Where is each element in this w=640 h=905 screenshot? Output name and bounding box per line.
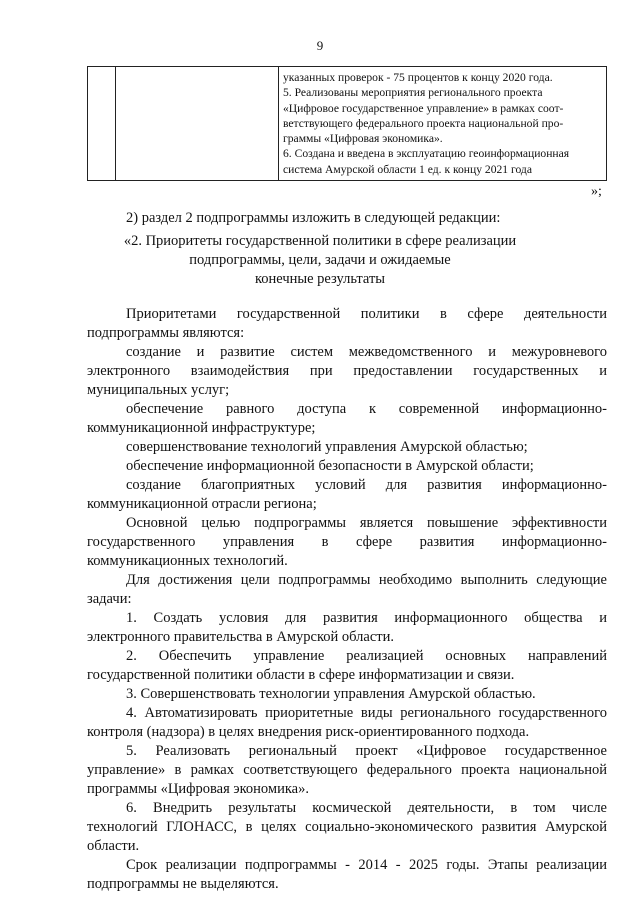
table-closing-quote: »;: [591, 184, 602, 199]
table-cell-results: [279, 67, 607, 181]
body-line: государственной политики области в сфере информатизации и связи.: [87, 667, 515, 683]
body-line: создание благоприятных условий для развития информационно-: [126, 477, 607, 493]
body-line: контроля (надзора) в целях внедрения риск-ориентированного подхода.: [87, 724, 530, 740]
table-cell-name: [116, 67, 279, 181]
body-line: государственного управления в сфере развития информационно-: [87, 534, 607, 550]
body-line: Для достижения цели подпрограммы необходимо выполнить следующие: [126, 572, 607, 588]
body-line: коммуникационной отрасли региона;: [87, 496, 317, 512]
body-line: обеспечение равного доступа к современной информационно-: [126, 401, 607, 417]
body-line: 1. Создать условия для развития информационного общества и: [126, 610, 607, 626]
body-line: 5. Реализовать региональный проект «Цифровое государственное: [126, 743, 607, 759]
body-line: области.: [87, 838, 140, 854]
body-line: технологий ГЛОНАСС, в целях социально-экономического развития Амурской: [87, 819, 607, 835]
body-line: Срок реализации подпрограммы - 2014 - 2025 годы. Этапы реализации: [126, 857, 607, 873]
table-line: граммы «Цифровая экономика».: [283, 132, 443, 146]
table-cell-number: [88, 67, 116, 181]
section-title-line: «2. Приоритеты государственной политики в сфере реализации: [123, 233, 517, 249]
table-line: 6. Создана и введена в эксплуатацию геоинформационная: [283, 147, 570, 161]
body-line: совершенствование технологий управления Амурской областью;: [126, 439, 528, 455]
body-line: электронного правительства в Амурской области.: [87, 629, 394, 645]
body-line: задачи:: [87, 591, 132, 607]
body-line: коммуникационной инфраструктуре;: [87, 420, 316, 436]
body-line: управление» в рамках соответствующего федерального проекта национальной: [87, 762, 607, 778]
body-line: 2. Обеспечить управление реализацией основных направлений: [126, 648, 607, 664]
table-line: указанных проверок - 75 процентов к концу 2020 года.: [283, 71, 553, 84]
body-line: коммуникационных технологий.: [87, 553, 288, 569]
body-line: программы «Цифровая экономика».: [87, 781, 309, 797]
continued-table: [87, 66, 607, 181]
body-line: подпрограммы не выделяются.: [87, 876, 279, 892]
table-line: ветствующего федерального проекта национальной про-: [283, 116, 564, 130]
page-number: 9: [316, 38, 324, 53]
section-title-line: подпрограммы, цели, задачи и ожидаемые: [189, 252, 451, 268]
section-title-line: конечные результаты: [254, 271, 386, 287]
body-line: обеспечение информационной безопасности в Амурской области;: [126, 458, 534, 474]
body-line: 6. Внедрить результаты космической деятельности, в том числе: [126, 800, 607, 816]
table-line: система Амурской области 1 ед. к концу 2021 года: [283, 162, 532, 176]
table-line: 5. Реализованы мероприятия регионального проекта: [283, 86, 543, 100]
body-line: Приоритетами государственной политики в сфере деятельности: [126, 306, 607, 322]
table-line: «Цифровое государственное управление» в рамках соот-: [283, 101, 564, 115]
body-line: 3. Совершенствовать технологии управления Амурской областью.: [126, 686, 536, 702]
body-line: электронного взаимодействия при предоставлении государственных и: [87, 363, 607, 379]
section-intro: 2) раздел 2 подпрограммы изложить в следующей редакции:: [126, 210, 501, 226]
body-line: подпрограммы являются:: [87, 325, 245, 341]
body-line: Основной целью подпрограммы является повышение эффективности: [126, 515, 607, 531]
body-line: создание и развитие систем межведомственного и межуровневого: [126, 344, 607, 360]
body-line: 4. Автоматизировать приоритетные виды регионального государственного: [126, 705, 607, 721]
body-line: муниципальных услуг;: [87, 382, 230, 398]
